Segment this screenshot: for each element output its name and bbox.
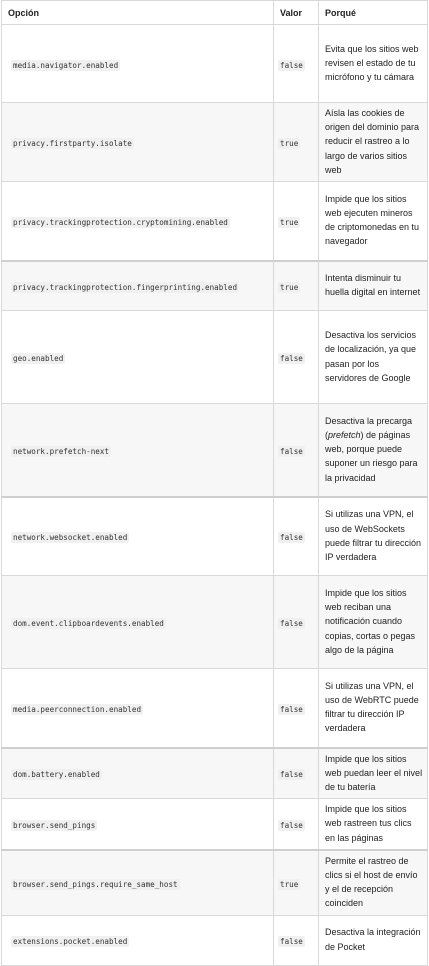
reason-cell: Si utilizas una VPN, el uso de WebRTC puede filtrar tu dirección IP verdadera [319,669,428,748]
table-row [2,669,428,748]
table-row [2,103,428,182]
table-row [2,25,428,103]
reason-cell: Desactiva la integración de Pocket [319,915,428,965]
option-cell [2,497,274,576]
table-row [2,576,428,669]
value-cell [274,25,319,103]
option-code: extensions.pocket.enabled [13,937,128,947]
reason-text-start: Desactiva la precarga ( [325,415,413,440]
value-code: false [280,60,303,70]
option-code: media.peerconnection.enabled [13,704,142,714]
reason-cell: Impide que los sitios web ejecuten mineros de criptomonedas en tu navegador [319,182,428,261]
value-cell [274,799,319,850]
option-code: privacy.trackingprotection.fingerprinting.enabled [13,282,238,292]
reason-cell: Evita que los sitios web revisen el estado de tu micrófono y tu cámara [319,25,428,103]
value-cell [274,103,319,182]
value-cell [274,497,319,576]
reason-cell: Impide que los sitios web puedan leer el nivel de tu batería [319,748,428,799]
value-code: true [280,282,299,292]
settings-table [1,0,428,966]
header-value: Valor [274,1,319,25]
value-cell [274,576,319,669]
option-cell [2,25,274,103]
value-code: true [280,139,299,148]
option-cell [2,576,274,669]
value-cell [274,915,319,965]
option-cell [2,669,274,748]
value-code: false [280,619,303,629]
option-code: privacy.trackingprotection.cryptomining.enabled [13,217,228,227]
value-cell [274,182,319,261]
value-code: true [280,217,299,227]
reason-cell: Si utilizas una VPN, el uso de WebSockets puede filtrar tu dirección IP verdadera [319,497,428,576]
option-code: browser.send_pings.require_same_host [13,879,178,889]
header-reason: Porqué [319,1,428,25]
value-code: false [280,820,303,830]
option-code: privacy.firstparty.isolate [13,139,132,148]
option-code: media.navigator.enabled [13,60,119,70]
option-cell [2,404,274,497]
table-row [2,915,428,965]
value-cell [274,261,319,311]
table-row [2,261,428,311]
table-row [2,850,428,915]
option-code: network.prefetch-next [13,446,110,456]
option-cell [2,915,274,965]
option-code: network.websocket.enabled [13,533,128,543]
value-code: false [280,770,303,780]
reason-cell [319,404,428,497]
value-cell [274,669,319,748]
value-code: true [280,879,299,889]
option-cell [2,182,274,261]
reason-cell: Intenta disminuir tu huella digital en internet [319,261,428,311]
reason-emphasis: prefetch [328,429,361,440]
value-code: false [280,533,303,543]
reason-cell: Desactiva los servicios de localización, ya que pasan por los servidores de Google [319,311,428,404]
option-cell [2,850,274,915]
reason-cell: Impide que los sitios web reciban una notificación cuando copias, cortas o pegas algo de la página [319,576,428,669]
value-code: false [280,446,303,456]
header-option: Opción [2,1,274,25]
option-cell [2,311,274,404]
table-row [2,404,428,497]
reason-cell: Aísla las cookies de origen del dominio para reducir el rastreo a lo largo de varios sitios web [319,103,428,182]
value-cell [274,404,319,497]
table-header [2,1,428,25]
option-code: browser.send_pings [13,820,96,830]
value-cell [274,748,319,799]
table-row [2,799,428,850]
option-code: dom.battery.enabled [13,770,100,780]
option-cell [2,748,274,799]
option-code: dom.event.clipboardevents.enabled [13,619,164,629]
value-cell [274,850,319,915]
value-code: false [280,704,303,714]
table-row [2,748,428,799]
table-row [2,182,428,261]
table-row [2,311,428,404]
reason-cell: Permite el rastreo de clics si el host de envío y el de recepción coinciden [319,850,428,915]
table-body [2,25,428,966]
option-code: geo.enabled [13,354,64,364]
reason-text-end: ) de páginas web, porque puede suponer un riesgo para la privacidad [325,429,418,483]
reason-cell: Impide que los sitios web rastreen tus clics en las páginas [319,799,428,850]
value-code: false [280,354,303,364]
option-cell [2,261,274,311]
value-cell [274,311,319,404]
value-code: false [280,937,303,947]
table-row [2,497,428,576]
header-row [2,1,428,25]
option-cell [2,103,274,182]
option-cell [2,799,274,850]
